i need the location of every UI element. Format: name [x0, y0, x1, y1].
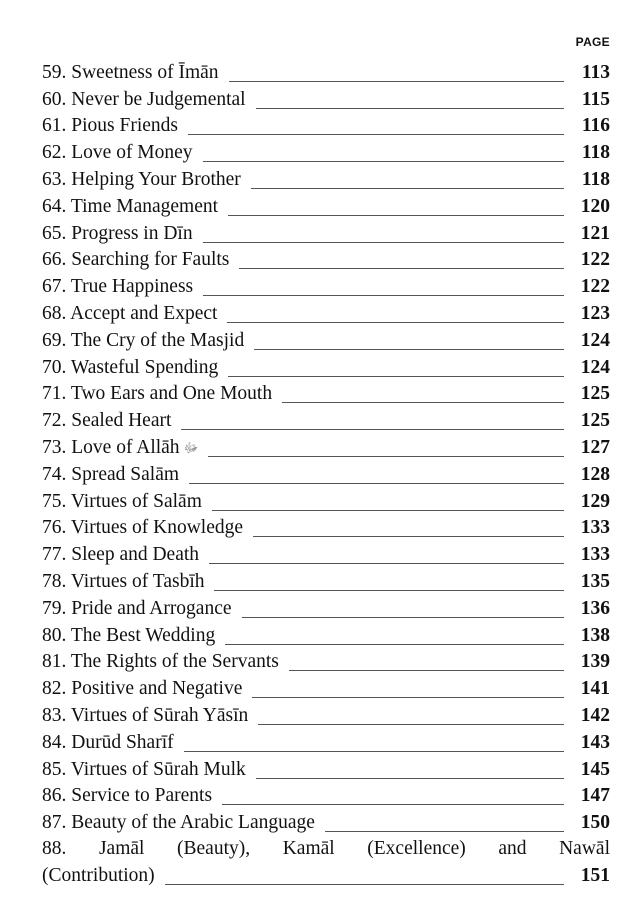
toc-entry[interactable] — [42, 86, 610, 113]
leader-line — [181, 428, 564, 430]
leader-line — [256, 107, 564, 109]
toc-entry[interactable] — [42, 300, 610, 327]
toc-entry-page: 118 — [581, 142, 610, 164]
toc-entry[interactable] — [42, 783, 610, 810]
leader-line — [188, 133, 564, 135]
toc-entry-title: 67. True Happiness — [42, 276, 194, 298]
toc-entry[interactable] — [42, 568, 610, 595]
toc-entry[interactable] — [42, 702, 610, 729]
toc-entry-page: 139 — [580, 651, 610, 673]
toc-entry[interactable] — [42, 595, 610, 622]
toc-entry-title: 59. Sweetness of Īmān — [42, 61, 219, 83]
toc-entry[interactable] — [42, 381, 610, 408]
toc-entry-page: 124 — [580, 329, 610, 351]
leader-line — [258, 723, 564, 725]
leader-line — [184, 750, 564, 752]
toc-entry-title-line1: 88. Jamāl (Beauty), Kamāl (Excellence) and Nawāl — [42, 838, 610, 860]
toc-entry-title: 69. The Cry of the Masjid — [42, 329, 245, 351]
toc-entry-page: 138 — [580, 624, 610, 646]
toc-entry[interactable] — [42, 327, 610, 354]
leader-line — [203, 241, 564, 243]
page-column-label: PAGE — [575, 35, 610, 49]
toc-entry-page: 127 — [580, 436, 610, 458]
toc-entry-page: 125 — [580, 410, 610, 432]
leader-line — [256, 777, 564, 779]
toc-entry[interactable] — [42, 622, 610, 649]
toc-entry[interactable] — [42, 836, 610, 889]
leader-line — [203, 294, 564, 296]
leader-line — [209, 562, 564, 564]
toc-entry-title: 65. Progress in Dīn — [42, 222, 193, 244]
toc-entry-page: 122 — [580, 249, 610, 271]
toc-entry-title: 82. Positive and Negative — [42, 678, 243, 700]
toc-entry[interactable] — [42, 461, 610, 488]
toc-entry-title: 68. Accept and Expect — [42, 302, 218, 324]
toc-entry-title: 64. Time Management — [42, 195, 219, 217]
toc-entry-page: 128 — [580, 463, 610, 485]
toc-entry[interactable] — [42, 541, 610, 568]
toc-entry-title: 79. Pride and Arrogance — [42, 597, 232, 619]
toc-entry-page: 129 — [580, 490, 610, 512]
leader-line — [325, 830, 564, 832]
toc-entry[interactable] — [42, 273, 610, 300]
leader-line — [239, 267, 564, 269]
toc-entry-title: 66. Searching for Faults — [42, 249, 230, 271]
toc-entry-page: 116 — [581, 115, 610, 137]
toc-entry-title: 72. Sealed Heart — [42, 410, 172, 432]
toc-entry[interactable] — [42, 434, 610, 461]
leader-line — [208, 455, 564, 457]
toc-entry-page: 124 — [580, 356, 610, 378]
leader-line — [214, 589, 564, 591]
toc-entry-title: 78. Virtues of Tasbīh — [42, 570, 205, 592]
toc-entry-title: 81. The Rights of the Servants — [42, 651, 279, 673]
toc-entry-title: 60. Never be Judgemental — [42, 88, 246, 110]
leader-line — [212, 509, 564, 511]
leader-line — [225, 643, 564, 645]
toc-entry-page: 143 — [580, 731, 610, 753]
toc-entry-page: 123 — [580, 302, 610, 324]
toc-entry-title: 61. Pious Friends — [42, 115, 178, 137]
toc-entry-page: 135 — [580, 570, 610, 592]
toc-entry[interactable] — [42, 193, 610, 220]
leader-line — [252, 696, 564, 698]
toc-entry[interactable] — [42, 756, 610, 783]
toc-entry-page: 133 — [580, 517, 610, 539]
toc-entry-title: 63. Helping Your Brother — [42, 168, 241, 190]
toc-entry-title: 73. Love of Allāh — [42, 436, 180, 458]
leader-line — [282, 401, 564, 403]
leader-line — [289, 669, 564, 671]
toc-entry-page: 142 — [580, 704, 610, 726]
toc-entry[interactable] — [42, 809, 610, 836]
leader-line — [228, 214, 564, 216]
toc-entry[interactable] — [42, 139, 610, 166]
toc-entry[interactable] — [42, 488, 610, 515]
leader-line — [253, 535, 564, 537]
toc-entry-page: 147 — [580, 785, 610, 807]
toc-entry[interactable] — [42, 113, 610, 140]
leader-line — [222, 803, 564, 805]
toc-entry-page: 145 — [580, 758, 610, 780]
leader-line — [165, 883, 564, 885]
toc-entry-title: 85. Virtues of Sūrah Mulk — [42, 758, 246, 780]
leader-line — [254, 348, 564, 350]
toc-entry-page: 121 — [580, 222, 610, 244]
leader-line — [228, 375, 564, 377]
toc-entry-page: 136 — [580, 597, 610, 619]
toc-entry-title: 77. Sleep and Death — [42, 544, 200, 566]
toc-entry[interactable] — [42, 59, 610, 86]
leader-line — [203, 160, 564, 162]
leader-line — [229, 80, 564, 82]
toc-entry-title: 84. Durūd Sharīf — [42, 731, 174, 753]
toc-entry-title: 83. Virtues of Sūrah Yāsīn — [42, 704, 249, 726]
toc-entry-title-line2: (Contribution) — [42, 864, 155, 886]
toc-entry-page: 133 — [580, 544, 610, 566]
leader-line — [189, 482, 564, 484]
toc-entry[interactable] — [42, 729, 610, 756]
toc-entry-title: 62. Love of Money — [42, 142, 193, 164]
toc-entry[interactable] — [42, 675, 610, 702]
toc-entry-title: 80. The Best Wedding — [42, 624, 216, 646]
toc-entry-title: 74. Spread Salām — [42, 463, 180, 485]
toc-entry-page: 125 — [580, 383, 610, 405]
toc-entry-page: 118 — [581, 168, 610, 190]
toc-entry[interactable] — [42, 220, 610, 247]
toc-entry-page: 115 — [581, 88, 610, 110]
toc-entry-page: 151 — [580, 864, 610, 886]
toc-entry[interactable] — [42, 649, 610, 676]
toc-entry-title: 76. Virtues of Knowledge — [42, 517, 244, 539]
leader-line — [242, 616, 564, 618]
toc-entry-title: 75. Virtues of Salām — [42, 490, 202, 512]
toc-entry[interactable] — [42, 515, 610, 542]
table-of-contents — [42, 59, 610, 889]
toc-entry-page: 120 — [580, 195, 610, 217]
toc-entry-page: 141 — [580, 678, 610, 700]
toc-entry-title: 86. Service to Parents — [42, 785, 213, 807]
toc-entry[interactable] — [42, 354, 610, 381]
toc-entry-page: 113 — [581, 61, 610, 83]
toc-entry[interactable] — [42, 166, 610, 193]
toc-entry[interactable] — [42, 407, 610, 434]
leader-line — [227, 321, 564, 323]
toc-entry[interactable] — [42, 247, 610, 274]
toc-entry-title: 70. Wasteful Spending — [42, 356, 219, 378]
toc-entry-page: 150 — [580, 812, 610, 834]
leader-line — [251, 187, 564, 189]
toc-entry-title: 71. Two Ears and One Mouth — [42, 383, 273, 405]
toc-entry-title: 87. Beauty of the Arabic Language — [42, 812, 315, 834]
honorific-symbol: ﷻ — [183, 439, 199, 455]
toc-entry-page: 122 — [580, 276, 610, 298]
